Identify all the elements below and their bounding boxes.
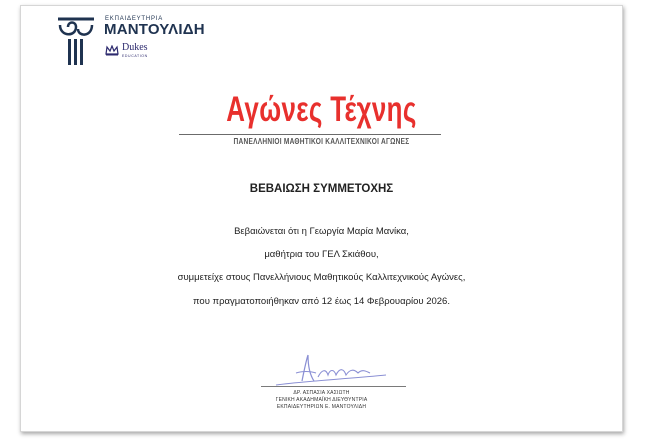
logo-supertitle: ΕΚΠΑΙΔΕΥΤΗΡΙΑ bbox=[105, 16, 164, 22]
certificate-line: συμμετείχε στους Πανελλήνιους Μαθητικούς Καλλιτεχνικούς Αγώνες, bbox=[177, 272, 466, 283]
event-title-divider bbox=[179, 134, 441, 135]
certificate-heading: ΒΕΒΑΙΩΣΗ ΣΥΜΜΕΤΟΧΗΣ bbox=[249, 183, 394, 195]
certificate-document bbox=[20, 5, 623, 432]
logo-title: ΜΑΝΤΟΥΛΙΔΗ bbox=[104, 21, 205, 38]
certificate-line: Βεβαιώνεται ότι η Γεωργία Μαρία Μανίκα, bbox=[234, 226, 409, 237]
signatory-name: ΔΡ. ΑΣΠΑΣΙΑ ΧΑΣΙΩΤΗ bbox=[293, 390, 350, 396]
partner-logo-name: Dukes bbox=[122, 42, 148, 53]
signature-line bbox=[261, 386, 406, 387]
event-title: Αγώνες Τέχνης bbox=[226, 90, 417, 129]
handwritten-signature bbox=[236, 351, 406, 391]
partner-logo-subtitle: EDUCATION bbox=[122, 54, 148, 58]
certificate-line: μαθήτρια του ΓΕΛ Σκιάθου, bbox=[264, 249, 379, 260]
event-subtitle: ΠΑΝΕΛΛΗΝΙΟΙ ΜΑΘΗΤΙΚΟΙ ΚΑΛΛΙΤΕΧΝΙΚΟΙ ΑΓΩΝΕΣ bbox=[233, 137, 410, 146]
signatory-role: ΓΕΝΙΚΗ ΑΚΑΔΗΜΑΪΚΗ ΔΙΕΥΘΥΝΤΡΙΑ bbox=[275, 397, 368, 403]
certificate-line: που πραγματοποιήθηκαν από 12 έως 14 Φεβρουαρίου 2026. bbox=[193, 296, 450, 307]
dukes-crown-icon bbox=[105, 45, 119, 56]
signatory-organization: ΕΚΠΑΙΔΕΥΤΗΡΙΩΝ Ε. ΜΑΝΤΟΥΛΙΔΗ bbox=[276, 404, 367, 410]
mantoulidis-column-logo-icon bbox=[54, 15, 98, 67]
